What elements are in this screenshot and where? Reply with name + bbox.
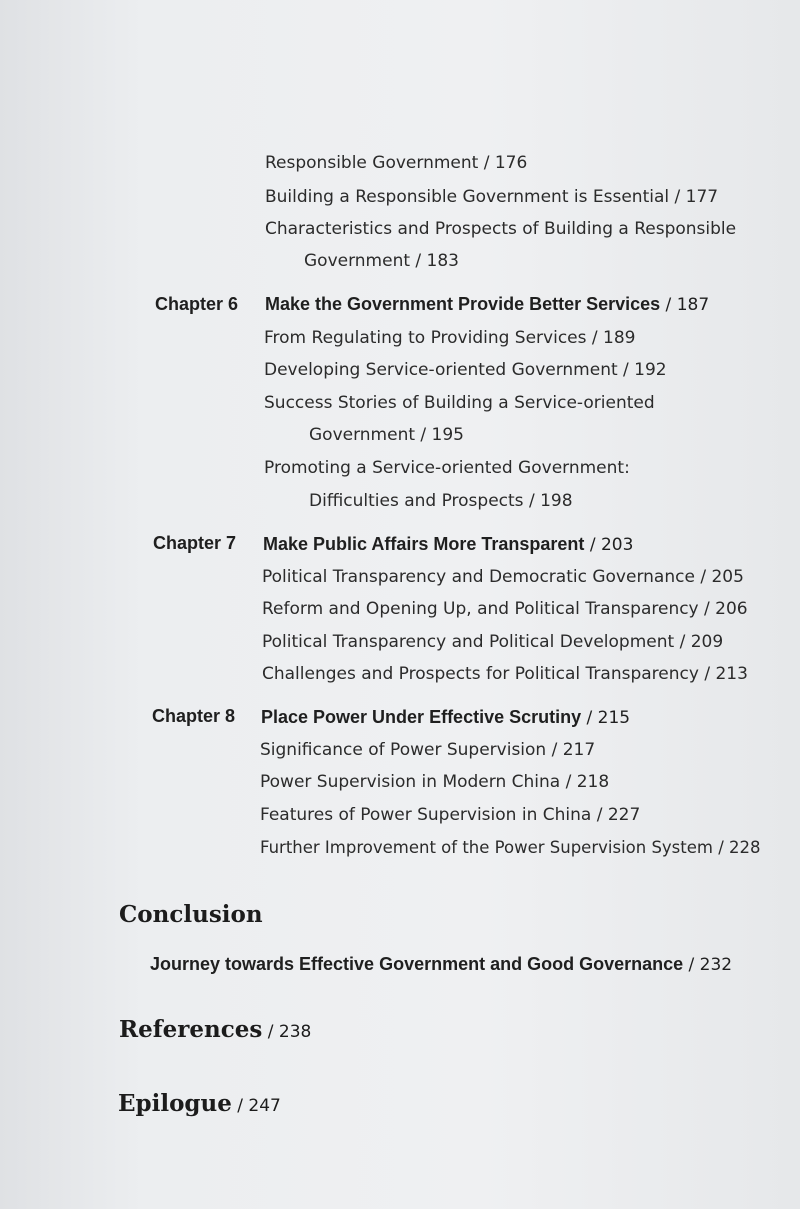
toc-entry: Political Transparency and Democratic Governance / 205 xyxy=(262,567,744,587)
toc-entry: Features of Power Supervision in China / 227 xyxy=(260,805,641,825)
toc-entry: Political Transparency and Political Development / 209 xyxy=(262,632,724,652)
chapter-title-text: Make Public Affairs More Transparent xyxy=(263,534,585,554)
chapter-page: / 215 xyxy=(581,708,631,728)
chapter-title xyxy=(265,294,709,315)
conclusion-title: Journey towards Effective Government and Good Governance xyxy=(150,954,684,974)
toc-entry: From Regulating to Providing Services / 189 xyxy=(264,328,636,348)
toc-entry: Power Supervision in Modern China / 218 xyxy=(260,772,610,792)
chapter-label: Chapter 8 xyxy=(152,706,236,726)
toc-entry: Characteristics and Prospects of Building a Responsible xyxy=(265,219,737,239)
toc-entry: Further Improvement of the Power Supervision System / 228 xyxy=(260,838,761,857)
toc-entry: Significance of Power Supervision / 217 xyxy=(260,740,596,760)
toc-entry: Responsible Government / 176 xyxy=(265,153,528,173)
chapter-page: / 203 xyxy=(584,535,634,555)
chapter-title xyxy=(261,707,630,728)
toc-entry: Promoting a Service-oriented Government: xyxy=(264,458,630,478)
toc-entry: Government / 195 xyxy=(309,425,465,445)
conclusion-page: / 232 xyxy=(683,955,733,975)
chapter-label: Chapter 7 xyxy=(153,533,237,553)
toc-entry: Building a Responsible Government is Essential / 177 xyxy=(265,187,719,207)
chapter-page: / 187 xyxy=(660,295,710,315)
toc-entry: Success Stories of Building a Service-oriented xyxy=(264,393,655,413)
chapter-label: Chapter 6 xyxy=(155,294,239,314)
toc-entry: Challenges and Prospects for Political Transparency / 213 xyxy=(262,664,748,684)
toc-entry: Difficulties and Prospects / 198 xyxy=(309,491,573,511)
chapter-title xyxy=(263,534,633,555)
epilogue-page: / 247 xyxy=(231,1096,281,1116)
epilogue-title: Epilogue xyxy=(118,1090,232,1117)
toc-entry: Government / 183 xyxy=(304,251,460,271)
section-heading-conclusion: Conclusion xyxy=(119,901,263,928)
chapter-title-text: Make the Government Provide Better Services xyxy=(265,294,661,314)
toc-entry: Developing Service-oriented Government / 192 xyxy=(264,360,667,380)
references-page: / 238 xyxy=(262,1022,312,1042)
conclusion-entry xyxy=(150,954,732,975)
references-title: References xyxy=(119,1016,263,1043)
section-heading-references xyxy=(119,1016,311,1043)
section-heading-epilogue xyxy=(118,1090,281,1117)
toc-entry: Reform and Opening Up, and Political Transparency / 206 xyxy=(262,599,748,619)
chapter-title-text: Place Power Under Effective Scrutiny xyxy=(261,707,582,727)
